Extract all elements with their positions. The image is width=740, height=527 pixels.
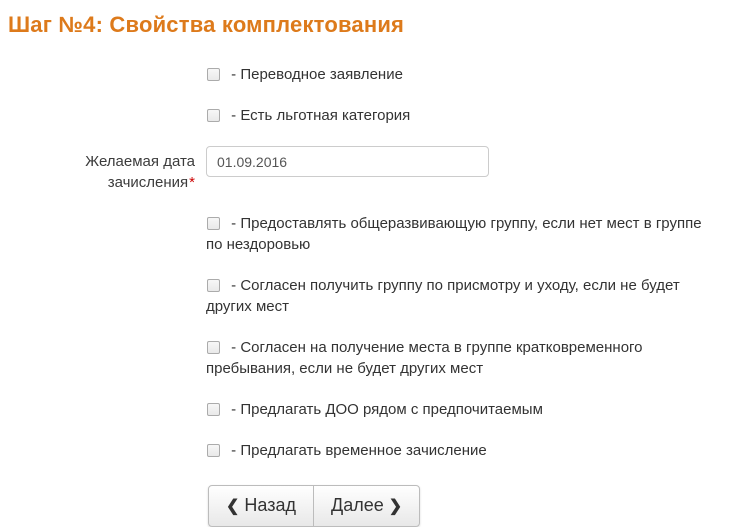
next-button[interactable]	[313, 485, 420, 527]
step4-form	[8, 64, 730, 527]
checkbox-row	[8, 337, 730, 379]
checkbox[interactable]	[207, 444, 220, 457]
checkbox-option[interactable]	[206, 213, 718, 255]
nav-buttons	[208, 485, 420, 527]
checkbox-option[interactable]	[206, 275, 718, 317]
empty-label-col	[8, 105, 195, 126]
empty-label-col	[8, 485, 195, 527]
back-button[interactable]	[208, 485, 314, 527]
checkbox-row	[8, 213, 730, 255]
checkbox[interactable]	[207, 341, 220, 354]
empty-label-col	[8, 213, 195, 255]
checkbox[interactable]	[207, 109, 220, 122]
checkbox-option-label: - Согласен получить группу по присмотру и уходу, если не будет других мест	[206, 277, 680, 315]
checkbox-row	[8, 440, 730, 461]
next-button-label: Далее	[331, 495, 384, 515]
checkbox-option-label: - Согласен на получение места в группе кратковременного пребывания, если не будет других мест	[206, 339, 643, 377]
buttons-row	[8, 485, 730, 527]
checkbox[interactable]	[207, 68, 220, 81]
page-title: Шаг №4: Свойства комплектования	[8, 12, 405, 37]
empty-label-col	[8, 275, 195, 317]
back-button-label: Назад	[244, 495, 296, 515]
required-asterisk: *	[189, 174, 195, 191]
empty-label-col	[8, 64, 195, 85]
checkbox-option-label: - Предоставлять общеразвивающую группу, если нет мест в группе по нездоровью	[206, 215, 702, 253]
checkbox[interactable]	[207, 217, 220, 230]
checkbox[interactable]	[207, 279, 220, 292]
chevron-left-icon: ❮	[226, 498, 240, 515]
checkbox-row	[8, 275, 730, 317]
date-row	[8, 146, 730, 193]
checkbox-group-bottom	[8, 213, 730, 461]
chevron-right-icon: ❯	[388, 498, 403, 515]
checkbox-option[interactable]	[206, 64, 718, 85]
empty-label-col	[8, 337, 195, 379]
empty-label-col	[8, 399, 195, 420]
empty-label-col	[8, 440, 195, 461]
date-input[interactable]	[206, 146, 489, 177]
checkbox-option[interactable]	[206, 337, 718, 379]
checkbox-option-label: - Предлагать ДОО рядом с предпочитаемым	[231, 401, 543, 418]
checkbox-option-label: - Переводное заявление	[231, 66, 403, 83]
checkbox-row	[8, 64, 730, 85]
checkbox-row	[8, 105, 730, 126]
checkbox-option-label: - Есть льготная категория	[231, 107, 411, 124]
checkbox-row	[8, 399, 730, 420]
date-field-label-text: Желаемая дата зачисления	[85, 153, 195, 191]
checkbox-option[interactable]	[206, 440, 718, 461]
date-field-label	[8, 146, 195, 193]
checkbox[interactable]	[207, 403, 220, 416]
checkbox-group-top	[8, 64, 730, 126]
checkbox-option-label: - Предлагать временное зачисление	[231, 442, 487, 459]
checkbox-option[interactable]	[206, 105, 718, 126]
checkbox-option[interactable]	[206, 399, 718, 420]
